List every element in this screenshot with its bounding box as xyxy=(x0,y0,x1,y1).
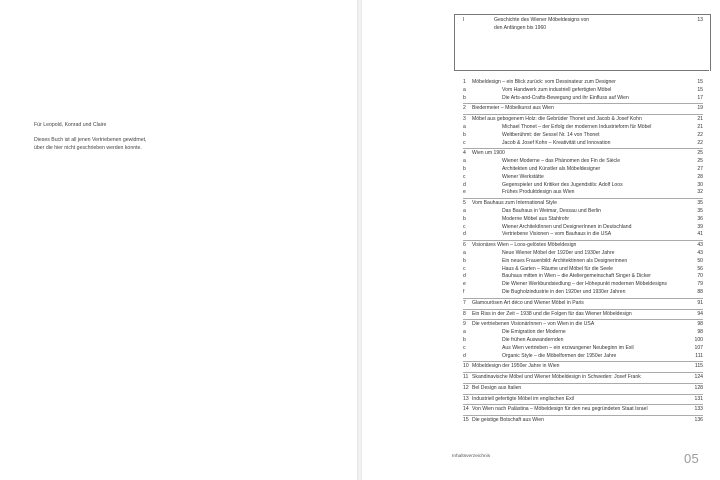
toc-title: Vom Handwerk zum industriell gefertigten Möbel xyxy=(502,86,612,93)
toc-title-line: Geschichte des Wiener Möbeldesigns von xyxy=(494,17,590,23)
dedication-line: Für Leopold, Konrad und Claire xyxy=(34,122,107,128)
toc-subentry xyxy=(463,289,703,297)
toc-title xyxy=(472,17,683,33)
toc-entry xyxy=(463,363,703,371)
toc-subentry xyxy=(463,189,703,197)
toc-label: d xyxy=(463,181,466,188)
toc-label: 5 xyxy=(463,200,466,207)
toc-subentry xyxy=(463,345,703,353)
toc-page: 100 xyxy=(694,336,703,343)
toc-section xyxy=(463,198,703,239)
toc-page: 41 xyxy=(697,231,703,238)
toc-subentry xyxy=(463,281,703,289)
toc-label: f xyxy=(463,288,465,295)
toc-label: b xyxy=(463,257,466,264)
toc-title: Bel Design aus Italien xyxy=(472,384,522,391)
toc-label: a xyxy=(463,329,466,336)
toc-label: 3 xyxy=(463,116,466,123)
toc-label: e xyxy=(463,189,466,196)
toc-label: 13 xyxy=(463,395,469,402)
toc-title: Frühes Produktdesign aus Wien xyxy=(502,189,575,196)
toc-label: 10 xyxy=(463,363,469,370)
left-page xyxy=(0,0,357,480)
toc-entry xyxy=(463,385,703,393)
toc-entry xyxy=(463,321,703,329)
toc-label: b xyxy=(463,336,466,343)
toc-page: 131 xyxy=(694,395,703,402)
toc-page: 13 xyxy=(697,17,703,23)
toc-section xyxy=(463,404,703,414)
toc-page: 94 xyxy=(697,310,703,317)
toc-label: 15 xyxy=(463,417,469,424)
toc-page: 36 xyxy=(697,215,703,222)
toc-entry xyxy=(463,311,703,319)
footer-section-label: Inhaltsverzeichnis xyxy=(452,454,491,459)
toc-section xyxy=(463,361,703,371)
toc-label: b xyxy=(463,165,466,172)
toc-entry xyxy=(463,374,703,382)
dedication-line: Dieses Buch ist all jenen Vertriebenen gewidmet, xyxy=(34,137,147,143)
toc-page: 17 xyxy=(697,94,703,101)
toc-title: Das Bauhaus in Weimar, Dessau und Berlin xyxy=(502,207,602,214)
toc-label: d xyxy=(463,231,466,238)
toc-page: 98 xyxy=(697,329,703,336)
toc-label: a xyxy=(463,86,466,93)
toc-title: Die geistige Botschaft aus Wien xyxy=(472,417,544,424)
toc-title: Die Arts-and-Crafts-Bewegung und ihr Einfluss auf Wien xyxy=(502,94,629,101)
dedication-text xyxy=(34,136,334,152)
toc-subentry xyxy=(463,87,703,95)
toc-title: Organic Style – die Möbelformen der 1950er Jahre xyxy=(502,352,617,359)
toc-title: Möbeldesign – ein Blick zurück: vom Dessinateur zum Designer xyxy=(472,79,616,85)
toc-title: Michael Thonet – der Erfolg der modernen Industrieform für Möbel xyxy=(502,123,652,130)
toc-subentry xyxy=(463,174,703,182)
toc-page: 21 xyxy=(697,123,703,130)
toc-section xyxy=(463,319,703,360)
toc-page: 28 xyxy=(697,173,703,180)
toc-label: 8 xyxy=(463,310,466,317)
toc-label: c xyxy=(463,265,466,272)
toc-subentry xyxy=(463,231,703,239)
toc-label: 1 xyxy=(463,79,466,85)
toc-label: c xyxy=(463,223,466,230)
toc-label: b xyxy=(463,131,466,138)
toc-title: Ein Riss in der Zeit – 1938 und die Folgen für das Wiener Möbeldesign xyxy=(472,310,632,317)
toc-title: Neue Wiener Möbel der 1920er und 1930er Jahre xyxy=(502,249,615,256)
toc-entry xyxy=(463,200,703,208)
toc-title: Industriell gefertigte Möbel im englischen Exil xyxy=(472,395,574,402)
toc-label: 7 xyxy=(463,299,466,306)
toc-page: 19 xyxy=(697,105,703,112)
toc-title: Wiener Werkstätte xyxy=(502,173,544,180)
toc-entry xyxy=(463,300,703,308)
dedication-line: über die hier nicht geschrieben werden konnte. xyxy=(34,145,142,151)
toc-subentry xyxy=(463,337,703,345)
toc-section xyxy=(463,103,703,113)
toc-page: 21 xyxy=(697,116,703,123)
toc-title: Von Wien nach Palästina – Möbeldesign für den neu gegründeten Staat Israel xyxy=(472,406,648,413)
toc-title: Ein neues Frauenbild: Architektinnen als Designerinnen xyxy=(502,257,628,264)
toc-page: 98 xyxy=(697,321,703,328)
toc-label: b xyxy=(463,94,466,101)
toc-section xyxy=(463,394,703,404)
toc-title: Jacob & Josef Kohn – Kreativität und Innovation xyxy=(502,139,611,146)
toc-label: 11 xyxy=(463,374,469,381)
toc-title: Möbeldesign der 1950er Jahre in Wien xyxy=(472,363,560,370)
toc-page: 43 xyxy=(697,249,703,256)
toc-label: d xyxy=(463,273,466,280)
toc-page: 107 xyxy=(694,344,703,351)
toc-title: Die Wiener Werkbundsiedlung – der Höhepunkt modernen Möbeldesigns xyxy=(502,281,667,288)
toc-page: 128 xyxy=(694,384,703,391)
toc-page: 30 xyxy=(697,181,703,188)
toc-page: 115 xyxy=(694,363,703,370)
toc-page: 79 xyxy=(697,281,703,288)
toc-label: a xyxy=(463,207,466,214)
toc-title: Visionäres Wien – Loos-gelöstes Möbeldesign xyxy=(472,242,577,249)
toc-label: c xyxy=(463,139,466,146)
toc-title: Architekten und Künstler als Möbeldesigner xyxy=(502,165,601,172)
toc-label: I xyxy=(463,17,465,23)
toc-subentry xyxy=(463,95,703,103)
page-number: 05 xyxy=(684,451,700,466)
toc-subentry xyxy=(463,208,703,216)
toc-label: 6 xyxy=(463,242,466,249)
toc-title: Aus Wien vertrieben – ein erzwungener Neubeginn im Exil xyxy=(502,344,634,351)
toc-page: 50 xyxy=(697,257,703,264)
toc-page: 15 xyxy=(697,79,703,85)
toc-page: 22 xyxy=(697,131,703,138)
toc-section xyxy=(463,372,703,382)
toc-entry xyxy=(463,396,703,404)
toc-label: a xyxy=(463,123,466,130)
dedication xyxy=(34,121,334,152)
toc-page: 136 xyxy=(694,417,703,424)
toc-subentry xyxy=(463,182,703,190)
toc-title: Wiener ArchitektInnen und DesignerInnen in Deutschland xyxy=(502,223,632,230)
toc-title: Die vertriebenen VisionärInnen – von Wien in die USA xyxy=(472,321,595,328)
toc-title: Moderne Möbel aus Stahlrohr xyxy=(502,215,570,222)
toc-title: Haus & Garten – Räume und Möbel für die Seele xyxy=(502,265,613,272)
toc-section xyxy=(463,148,703,197)
toc-entry xyxy=(463,406,703,414)
toc-page: 70 xyxy=(697,273,703,280)
toc-subentry xyxy=(463,224,703,232)
toc-entry xyxy=(463,242,703,250)
toc-label: 9 xyxy=(463,321,466,328)
toc-label: b xyxy=(463,215,466,222)
toc-label: 4 xyxy=(463,150,466,157)
toc-title: Vertriebene Visionen – vom Bauhaus in die USA xyxy=(502,231,612,238)
intro-frame-rule xyxy=(454,70,709,71)
toc-subentry xyxy=(463,158,703,166)
toc-subentry xyxy=(463,166,703,174)
toc-subentry xyxy=(463,124,703,132)
toc-page: 43 xyxy=(697,242,703,249)
toc-title-line: den Anfängen bis 1960 xyxy=(494,24,547,31)
toc-page: 15 xyxy=(697,86,703,93)
toc-title: Weltberühmt: der Sessel Nr. 14 von Thonet xyxy=(502,131,600,138)
toc-label: a xyxy=(463,158,466,165)
toc-label: c xyxy=(463,173,466,180)
toc-page: 88 xyxy=(697,288,703,295)
toc-page: 35 xyxy=(697,207,703,214)
toc-section xyxy=(463,383,703,393)
toc-label: c xyxy=(463,344,466,351)
toc-label: e xyxy=(463,281,466,288)
toc-entry xyxy=(463,79,703,87)
toc-entry xyxy=(463,116,703,124)
toc-title: Biedermeier – Möbelkunst aus Wien xyxy=(472,105,554,112)
toc-subentry xyxy=(463,132,703,140)
toc-title: Die frühen Auswandernden xyxy=(502,336,564,343)
toc-label: 2 xyxy=(463,105,466,112)
toc-section xyxy=(463,298,703,308)
toc-label: 14 xyxy=(463,406,469,413)
toc-subentry xyxy=(463,329,703,337)
toc-entry xyxy=(463,417,703,425)
toc-page: 25 xyxy=(697,158,703,165)
toc-page: 35 xyxy=(697,200,703,207)
toc-subentry xyxy=(463,353,703,361)
toc-page: 27 xyxy=(697,165,703,172)
toc-label: 12 xyxy=(463,384,469,391)
table-of-contents xyxy=(463,78,703,425)
toc-page: 111 xyxy=(695,352,703,359)
toc-page: 91 xyxy=(697,299,703,306)
toc-subentry xyxy=(463,266,703,274)
toc-section xyxy=(463,114,703,147)
toc-entry xyxy=(463,105,703,113)
toc-subentry xyxy=(463,250,703,258)
toc-title: Die Emigration der Moderne xyxy=(502,329,566,336)
toc-page: 124 xyxy=(694,374,703,381)
toc-page: 39 xyxy=(697,223,703,230)
toc-entry xyxy=(463,150,703,158)
toc-page: 56 xyxy=(697,265,703,272)
toc-entry xyxy=(463,17,703,33)
toc-section xyxy=(463,309,703,319)
toc-title: Wien um 1900 xyxy=(472,150,505,157)
toc-section xyxy=(463,78,703,102)
toc-page: 22 xyxy=(697,139,703,146)
toc-page: 32 xyxy=(697,189,703,196)
toc-title: Wiener Moderne – das Phänomen des Fin de Siècle xyxy=(502,158,621,165)
toc-title: Die Bugholzindustrie in den 1920er und 1930er Jahren xyxy=(502,288,626,295)
toc-title: Skandinavische Möbel und Wiener Möbeldesign in Schweden: Josef Frank xyxy=(472,374,641,381)
toc-subentry xyxy=(463,258,703,266)
toc-section xyxy=(463,415,703,425)
toc-section xyxy=(463,240,703,297)
toc-title: Glamourösen Art déco und Wiener Möbel in Paris xyxy=(472,299,584,306)
toc-title: Vom Bauhaus zum International Style xyxy=(472,200,557,207)
toc-title: Gegenspieler und Kritiker des Jugendstils: Adolf Loos xyxy=(502,181,623,188)
toc-title: Möbel aus gebogenem Holz: die Gebrüder Thonet und Jacob & Josef Kohn xyxy=(472,116,642,123)
toc-subentry xyxy=(463,140,703,148)
toc-label: a xyxy=(463,249,466,256)
toc-title: Bauhaus mitten in Wien – die Ateliergemeinschaft Singer & Dicker xyxy=(502,273,651,280)
toc-subentry xyxy=(463,216,703,224)
toc-subentry xyxy=(463,273,703,281)
toc-page: 25 xyxy=(697,150,703,157)
toc-label: d xyxy=(463,352,466,359)
toc-page: 133 xyxy=(694,406,703,413)
toc-intro xyxy=(463,17,703,33)
